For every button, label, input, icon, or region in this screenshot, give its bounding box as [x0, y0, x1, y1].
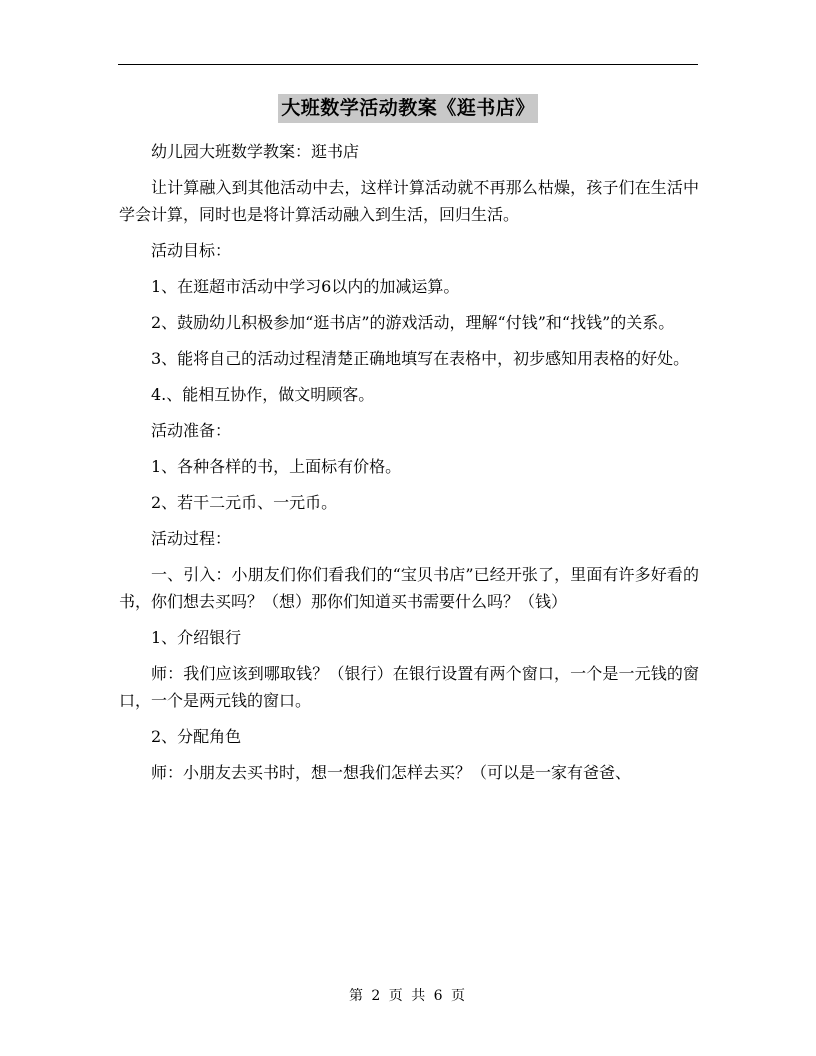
document-title: 大班数学活动教案《逛书店》 — [278, 94, 538, 123]
paragraph: 1、介绍银行 — [151, 628, 242, 647]
paragraph: 活动目标： — [151, 241, 232, 260]
page-footer: 第 2 页 共 6 页 — [348, 988, 468, 1004]
paragraph: 师：我们应该到哪取钱？（银行）在银行设置有两个窗口，一个是一元钱的窗口，一个是两元钱的窗口。 — [119, 664, 699, 710]
paragraph: 一、引入：小朋友们你们看我们的“宝贝书店”已经开张了，里面有许多好看的书，你们想去买吗？（想）那你们知道买书需要什么吗？（钱） — [119, 565, 699, 611]
paragraph: 2、若干二元币、一元币。 — [151, 493, 338, 512]
paragraph: 活动过程： — [151, 529, 232, 548]
paragraph: 师：小朋友去买书时，想一想我们怎样去买？（可以是一家有爸爸、 — [151, 763, 632, 782]
paragraph: 2、分配角色 — [151, 727, 242, 746]
paragraph: 幼儿园大班数学教案：逛书店 — [151, 142, 360, 161]
paragraph: 1、在逛超市活动中学习6以内的加减运算。 — [151, 277, 460, 296]
paragraph: 4.、能相互协作，做文明顾客。 — [151, 385, 375, 404]
paragraph: 让计算融入到其他活动中去，这样计算活动就不再那么枯燥，孩子们在生活中学会计算，同时也是将计算活动融入到生活，回归生活。 — [119, 178, 699, 224]
title-container — [0, 94, 816, 123]
paragraph: 3、能将自己的活动过程清楚正确地填写在表格中，初步感知用表格的好处。 — [151, 349, 690, 368]
header-rule — [118, 64, 698, 65]
document-body — [119, 138, 699, 795]
paragraph: 活动准备： — [151, 421, 232, 440]
paragraph: 1、各种各样的书，上面标有价格。 — [151, 457, 402, 476]
paragraph: 2、鼓励幼儿积极参加“逛书店”的游戏活动，理解“付钱”和“找钱”的关系。 — [151, 313, 675, 332]
